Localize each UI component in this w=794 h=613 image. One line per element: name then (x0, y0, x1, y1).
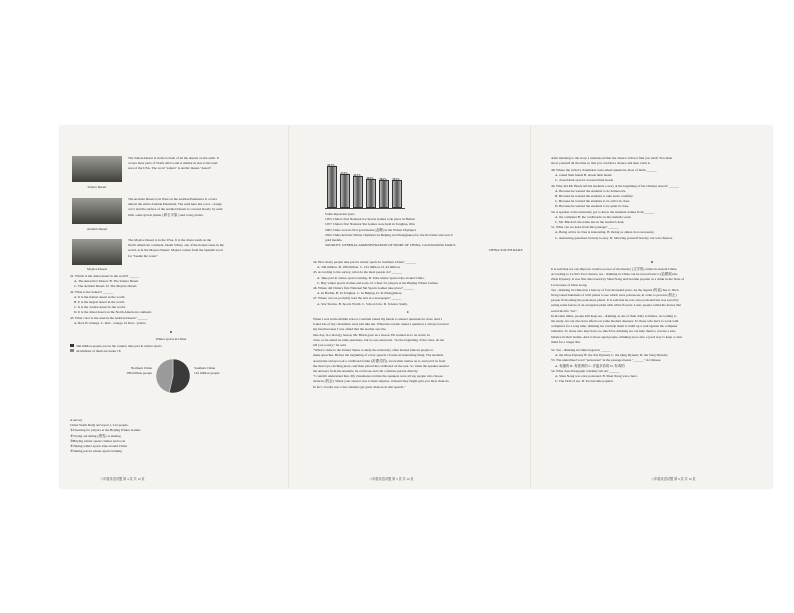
question-line: 46. Where did China's first National Ski Sports Games take place? ______ (313, 286, 415, 291)
passage-line: my head because I was afraid that the teacher saw me. (313, 327, 387, 332)
events-title: Some important years (325, 212, 355, 216)
question-line: 41. Which is the driest desert in the world? ______ (70, 274, 140, 278)
question-line: 49. Why did Mr. Black tell his students a story at the beginning of his Chinese lesson? ______ (551, 183, 679, 188)
passage-line: One day, in a biology lesson, Mr. Black gave us a lesson. He wanted us to be active in (313, 332, 430, 337)
passage-line: chances (机会). When your answer was to their surprise, it meant they might give you their chances. (313, 379, 450, 384)
question-line: 51. What can we learn from this passage? ______ (551, 225, 619, 230)
passage-line: It is said that tea can improve creative power of the literary (文学的) artists in ancient China. (551, 267, 678, 271)
passage-line: around me always took a cardboard folder (折叠式的), wrote their names on it, and put it in front (313, 358, 446, 363)
option-line: C. It is the coldest desert in the world. (74, 305, 126, 310)
passage-line: According to Lu Yu's Tea Classics, tea - drinking in China can be traced back to (追溯到) the (551, 272, 678, 277)
event-line: gold medals. (325, 238, 343, 243)
passage-line: When I was in the middle school, I seldom raised my hands to answer questions in class. And I (313, 317, 442, 321)
chart-data-label: 59.3% (327, 164, 335, 168)
right-page (530, 126, 773, 488)
question-line: 43. What color is the sand in the Arabian Desert? ______ (70, 315, 148, 320)
winter-sports-bar-chart (325, 160, 405, 209)
option-line: A. Take part in winter sports training. B. Take winter sports trips around China. (317, 275, 425, 280)
pie-label-southern (194, 366, 274, 376)
option-line: A. It is the hottest desert in the world. (74, 294, 126, 299)
slice-sublabel: 186 million people (126, 371, 152, 376)
paragraph-line: North American continent. Death Valley, one of the hottest areas in the (128, 243, 224, 248)
survey-item: ③Buying winter sports clothes and tools (70, 438, 126, 443)
section-b-heading: B (169, 330, 173, 334)
option-line: A. Being active in class is interesting. B. Doing as others do is necessary. (555, 230, 655, 235)
passage-line: "I couldn't understand that. My classmates told me the speakers were all top people who choose (313, 374, 443, 379)
event-line: 1957 China's first National Ski Games were held in Tonghua, Jilin (325, 222, 415, 227)
option-line: A. The Antarctica Desert. B. The Sahara Desert (74, 279, 139, 284)
sahara-photo (72, 156, 122, 182)
chart-bar (366, 179, 376, 208)
option-line: C. Mr. Black D. the name list on the teacher's desk (555, 220, 624, 225)
option-line: C. Answering questions bravely is easy. D. Showing yourself bravely can win chances. (555, 235, 673, 240)
paragraph-line: The Arabian Desert is in West on the Arabian Peninsula. It covers (128, 197, 217, 201)
option-line: A. Star Stories. B. Sports World. C. School Life. D. Science Study. (317, 301, 408, 306)
slice-label: Southern China (194, 366, 216, 370)
source-line: CHINA YOUTH DAILY (488, 248, 523, 253)
chart-data-label: 39.5% (392, 177, 400, 181)
sahara-caption: Sahara Desert (87, 185, 107, 189)
chart-bar (392, 180, 402, 208)
chart-data-label: 38.6% (379, 178, 387, 182)
mojave-paragraph (128, 238, 278, 259)
chart-bar (353, 176, 363, 208)
passage-line: eating some leaves of an evergreen plant with white flowers. Later, people called the leaves that (551, 303, 682, 308)
paragraph-line: almost the entire Arabian Peninsula. The sand here has a red - orange (128, 202, 222, 207)
survey-block (70, 418, 220, 454)
passage-line: the study, tea can also have effects on some modern diseases. To those who have to work with (551, 319, 679, 324)
chart-data-label: 40.0% (366, 177, 374, 181)
pie-label-northern (80, 366, 152, 376)
passage-line: In fact, I really saw a few students get great chances in that speech." (313, 384, 406, 389)
question-line: 47. Where can we probably read the text in a newspaper? ______ (313, 296, 402, 301)
slice-sublabel: 161 million people (194, 371, 220, 376)
tea-passage (551, 267, 767, 345)
survey-item: ④Taking winter sports trips around China (70, 444, 127, 449)
passage-line: tell you a story," he said. (313, 343, 347, 348)
exam-sheet (60, 126, 772, 488)
story-questions (551, 168, 767, 241)
option-line: C. The birth of tea. D. Tea became popular. (555, 379, 614, 384)
option-line: C. closed their eyes D. lowered their heads (555, 178, 614, 183)
event-line: 1955 China's first National Ice Sports Games took place in Harbin (325, 217, 415, 222)
passage-line: In modern times, people still keep tea - drinking as one of their daily activities. According to (551, 313, 677, 318)
passage-line: After listening to the story, I understood that the chance will not find you itself. You must (551, 156, 673, 160)
passage-line: Zhou Dynasty. It was first discovered by Shen Nong and became popular as a drink in the State of (551, 277, 685, 282)
option-line: A. In Harbin. B. In Tonghua. C. In Beijing. D. In Zhangjiakou. (317, 291, 403, 296)
event-line: 2022 China held the Winter Olympics in Beijing and Zhangjiakou for the first time and won 9 (325, 232, 453, 237)
mojave-caption: Mojave Desert (86, 267, 108, 271)
legend-label: 346 million people across the country take part in winter sports (76, 344, 162, 348)
story-passage (313, 317, 523, 390)
sports-questions (313, 260, 523, 307)
option-line: A. the Zhou Dynasty B. the Xia Dynasty C. the Qing Dynasty D. the Tang Dynasty (555, 353, 668, 358)
page-footer: 八年级英语试题 第 6 页 共 10 页 (651, 477, 696, 481)
winter-sports-pie (155, 358, 191, 394)
arabian-photo (72, 198, 122, 224)
survey-item: ⑤Taking part in winter sports training (70, 449, 122, 454)
question-line: 45. According to the survey, what do the most people do? ______ (313, 270, 402, 275)
legend-label: 44 millions of them are under 18 (76, 349, 121, 354)
passage-line: Lu because of Zhou Gong. (551, 282, 588, 287)
sahara-paragraph (128, 156, 278, 172)
mojave-photo (72, 239, 122, 265)
passage-line: balance in their bodies. And to those aged people, drinking tea is also a good way to keep a clear (551, 334, 682, 339)
passage-line: mind for a longer life. (551, 339, 581, 344)
chart-data-label: 47.5% (340, 172, 348, 176)
paragraph-line: world, is in the Mojave Desert. Mojave comes from the Spanish word (128, 248, 223, 253)
winter-chart-legend (70, 344, 275, 354)
question-line: 52. Tea - drinking in China began in ______ (551, 348, 612, 352)
passage-line: radiation. To those who may have too much fat, drinking tea can help them to reverse a new (551, 329, 676, 334)
passage-line: people from eating the poisonous plants. It is said that he was once poisoned but was saved by (551, 298, 679, 303)
chart-data-label: 45.3% (353, 173, 361, 177)
question-line: 42. What is the Sahara? ______ (70, 289, 114, 294)
legend-item (70, 349, 275, 354)
events-block (325, 212, 523, 254)
survey-intro: China Youth Daily surveyed 1, 212 people. (70, 423, 129, 428)
legend-swatch (70, 344, 74, 347)
question-line: 53. The underlined word "poisonous" in the passage means "______" in Chinese. (551, 358, 662, 363)
source-line: SOURCES: GENERAL ADMINISTRATION OF SPORT OF CHINA, GUANGDONG DAILY, (325, 243, 456, 248)
option-line: D. It is the driest desert on the North American continent. (74, 310, 152, 315)
paragraph-line: for "beside the water". (128, 253, 159, 258)
question-line: 54. What does Paragraph 3 mainly tell us? ______ (551, 368, 620, 373)
passage-line: show yourself all the time so that you can find a chance and then catch it. (551, 161, 651, 166)
option-line: B. Because he wanted the students to take notes carefully. (555, 194, 634, 199)
question-line: 48. Where the writer's classmates were asked questions, most of them ______ (551, 168, 657, 172)
option-line: A. Because he wanted the students to do homework. (555, 188, 626, 193)
option-line: A. 有趣的 B. 有营养的 C. 多姿多彩的 D. 有毒的 (555, 363, 625, 368)
passage-line: Nong tasted hundreds of wild plants to see which were poisonous, in order to prevent (防止) (551, 293, 677, 298)
chart-bar (379, 180, 389, 208)
paragraph-line: area of the USA. The word "sahara" is Arabic means "desert". (128, 166, 212, 171)
passage-line: class, so he asked us some questions, but no one answered. "At the beginning of the class, let me (313, 337, 445, 342)
question-line: 50. A speaker at the university got to know the students' names from ______ (551, 209, 655, 214)
passage-line: the answers from the students, he could see and call a famous person directly. (313, 369, 419, 374)
passage-line: saved his life "tea". (551, 308, 578, 313)
survey-title: A survey (70, 418, 83, 422)
paragraph-line: The Sahara Desert is in the bottom of all the deserts on the earth. It (128, 156, 219, 160)
option-line: A. raised their hands B. shook their heads (555, 173, 612, 178)
chart-bar (327, 166, 337, 208)
option-line: A. Red. B. Orange. C. Red - orange. D. Red - yellow. (74, 320, 147, 325)
survey-item: ①Cheering for players at the Beijing Winter Games (70, 428, 141, 433)
page-footer: 八年级英语试题 第 4 页 共 10 页 (100, 477, 145, 481)
option-line: C. Buy winter sports clothes and tools. D. Cheer for players at the Beijing Winter Games. (317, 280, 439, 285)
passage-line: computers for a long time, drinking tea can help them to build up a wall against the computer (551, 324, 678, 329)
winter-chart-title: Winter sports in China (155, 337, 187, 341)
option-line: C. The Arabian Desert. D. The Mojave Desert. (74, 284, 138, 289)
paragraph-line: covers most parts of North Africa and is similar in size to the land (128, 161, 218, 166)
paragraph-line: hills, some gravel plains ( 碎石平原 ) and rocky plains. (128, 212, 204, 217)
section-c-heading: C (406, 310, 410, 314)
middle-page (288, 126, 527, 488)
arabian-caption: Arabian Desert (86, 227, 108, 231)
legend-swatch (70, 349, 74, 352)
page-footer: 八年级英语试题 第 5 页 共 10 页 (369, 477, 414, 481)
passage-line: found lots of my classmates were just like me. When the teacher asked a question, I always lowered (313, 322, 449, 327)
option-line: B. It is the largest desert in the world. (74, 300, 125, 305)
tea-questions (551, 348, 767, 384)
question-line: 44. How many people take part in winter sports in Southern China? ______ (313, 260, 416, 264)
event-line: 2002 China won its first gold medal (金牌) in the Winter Olympics (325, 227, 417, 232)
option-line: A. Shen Nong was once poisoned. B. Shen Nong was a hero. (555, 374, 638, 379)
slice-label: Northern China (130, 366, 152, 370)
story-ending (551, 156, 767, 166)
option-line: D. Because he wanted the students to be quiet in class. (555, 204, 630, 209)
desert-questions (70, 274, 275, 326)
pie-slice-southern (156, 359, 173, 393)
chart-bar (340, 174, 350, 208)
passage-line: Tea - drinking in China has a history of four thousand years. As the legend (传说) has it, Shen (551, 287, 679, 292)
option-line: C. Because he wanted the students to be active in class. (555, 199, 631, 204)
left-page (60, 126, 282, 488)
survey-item: ②Trying out skiing (滑雪) or skating (70, 433, 121, 438)
arabian-paragraph (128, 197, 278, 218)
passage-line: make speeches. Before the beginning of every speech, I found an interesting thing. The students (313, 353, 444, 358)
paragraph-line: color and the surface of the Arabian Desert is covered mostly by sand (128, 207, 223, 212)
section-d-heading: D (650, 260, 654, 264)
passage-line: the most eye-catching place, and then placed the cardboard on the seat. So when the speaker needed (313, 363, 449, 368)
passage-line: "When I came to the United States to study the university often invited famous people to (313, 348, 434, 353)
option-line: A. 346 million. B. 186 million. C. 161 million. D. 44 million. (317, 265, 401, 270)
paragraph-line: The Mojave Desert is in the USA. It is the driest south on the (128, 238, 212, 242)
option-line: A. the computer B. the cardboards on the students' seats (555, 214, 631, 219)
